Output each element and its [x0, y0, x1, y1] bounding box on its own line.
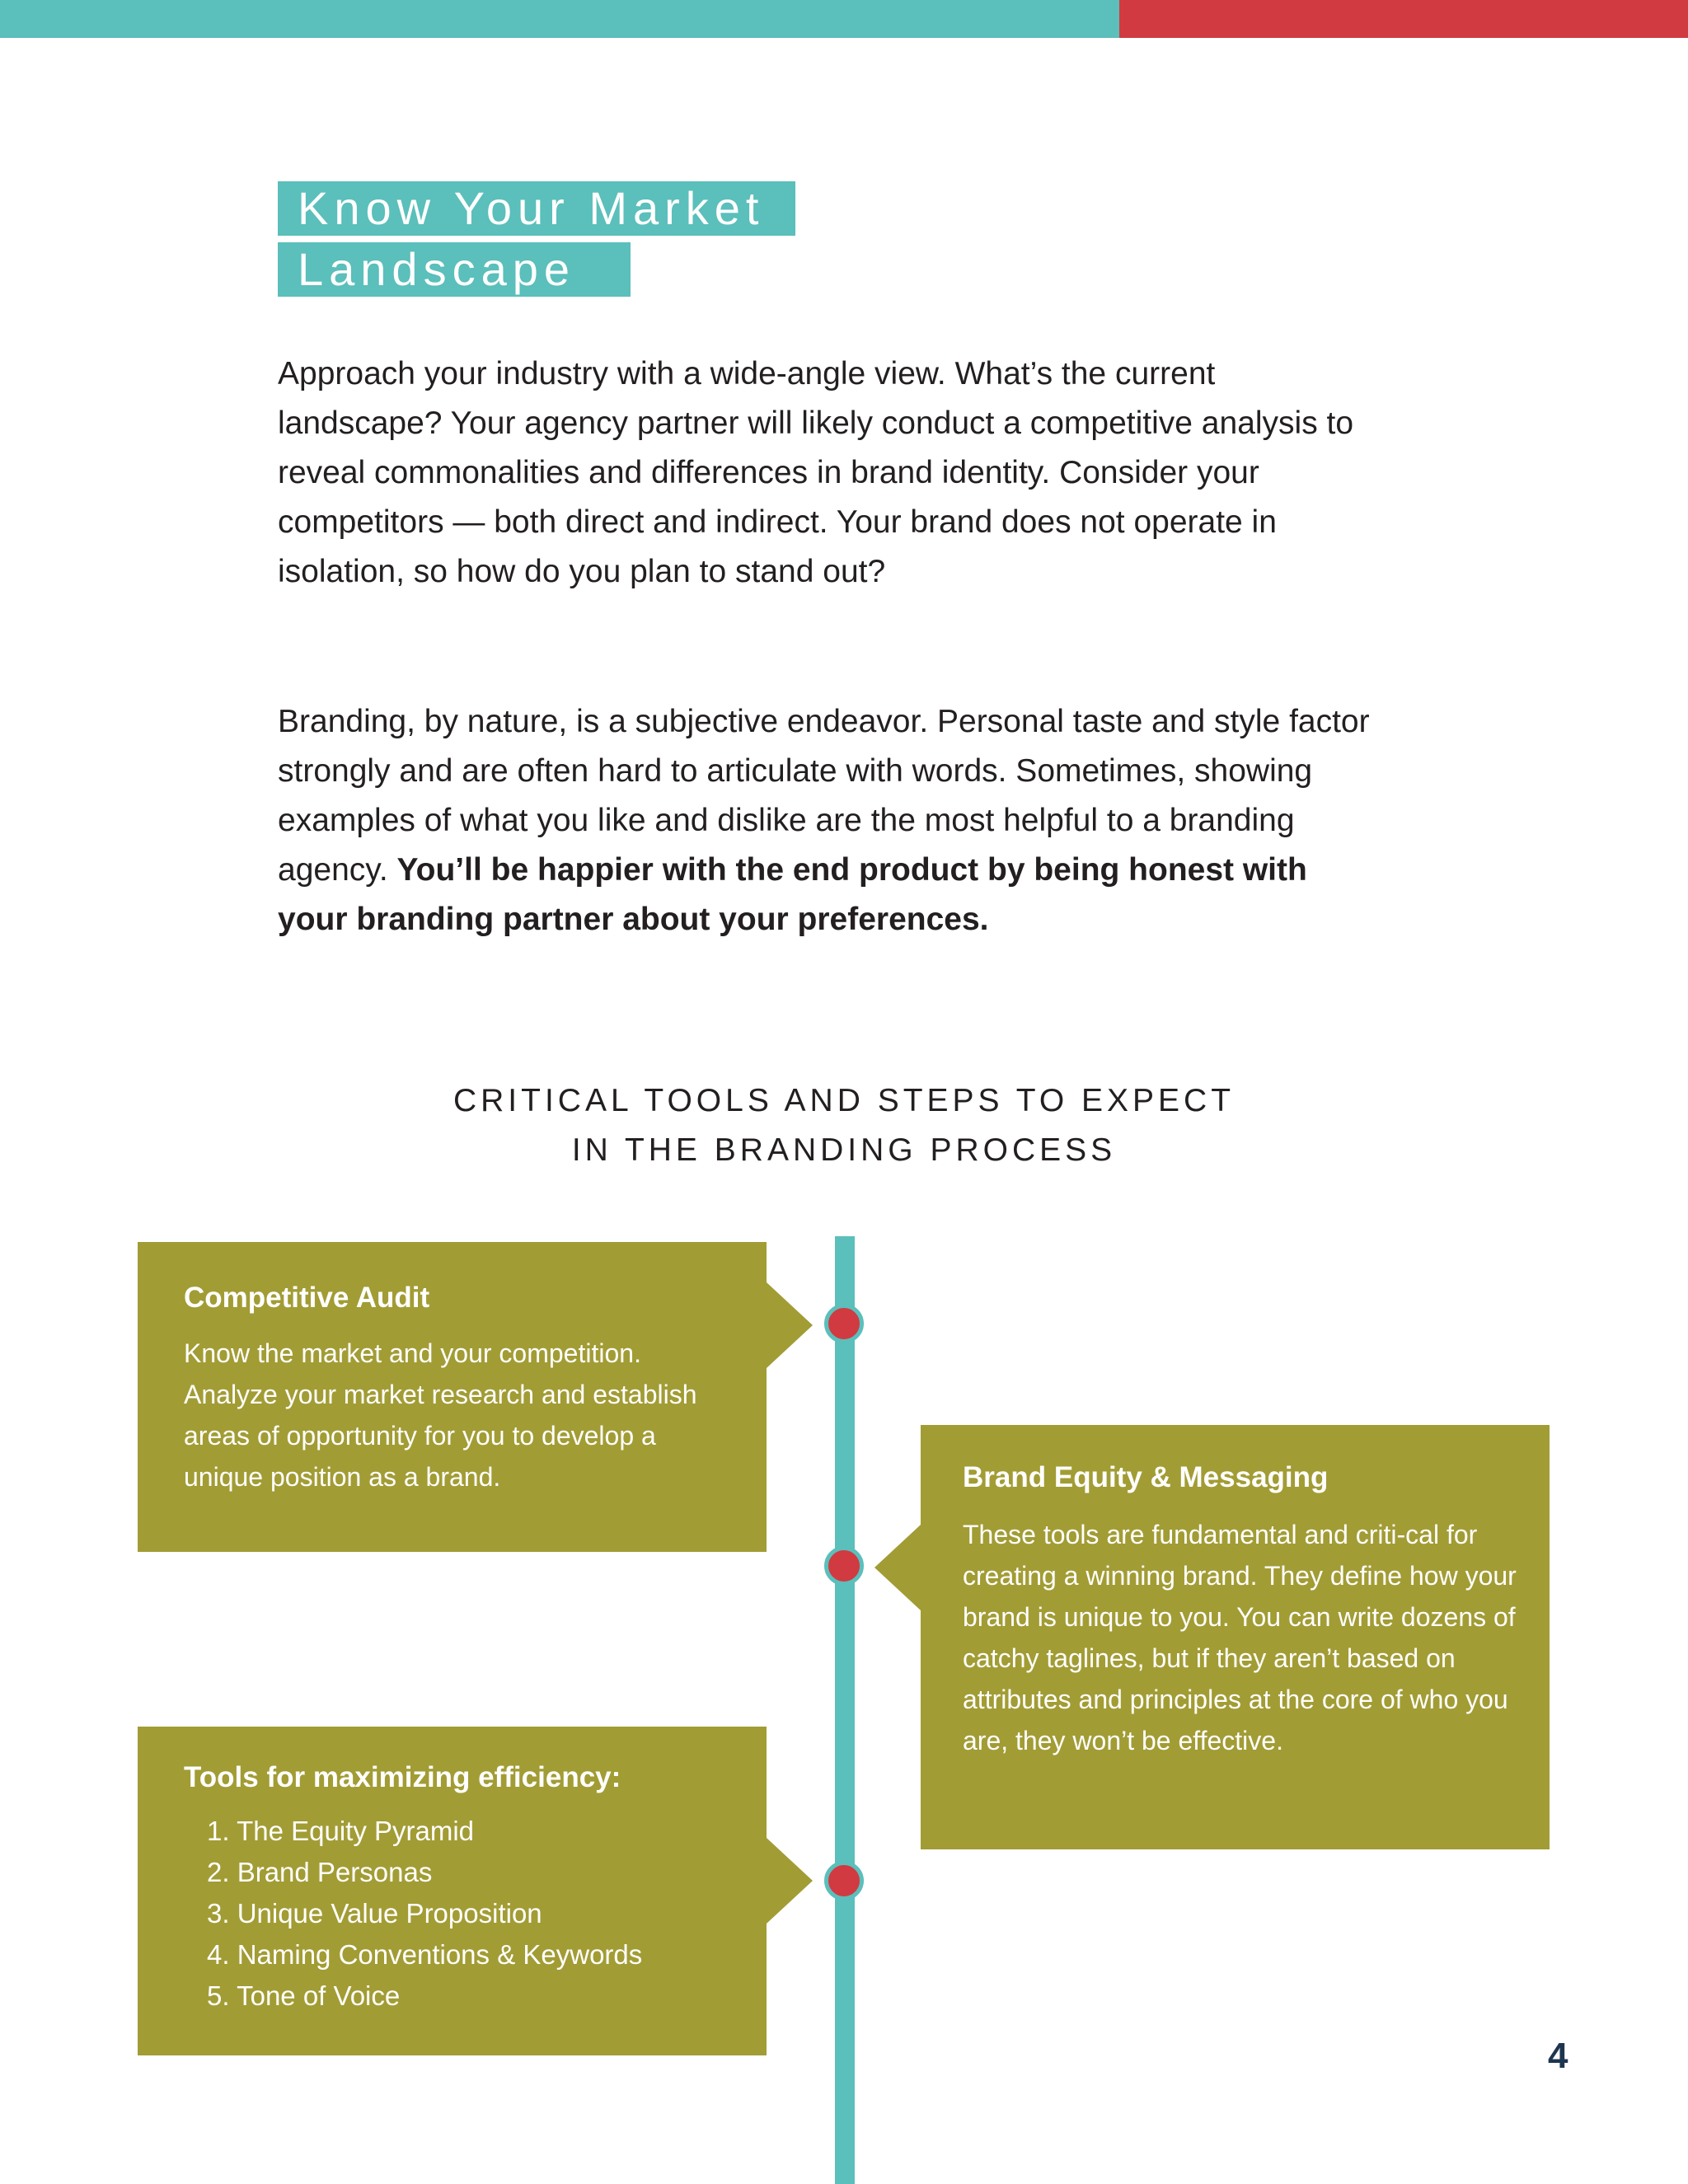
competitive-audit-text: Know the market and your competition. Analyze your market research and establish areas of opportunity for you to develop a unique position as a brand.	[184, 1338, 697, 1492]
list-item: 3. Unique Value Proposition	[207, 1898, 542, 1929]
competitive-audit-pointer	[767, 1282, 813, 1368]
timeline-heading	[0, 1076, 1688, 1175]
intro-paragraph: Approach your industry with a wide-angle view. What’s the current landscape? Your agency partner will likely conduct a competitive analysis to reveal commonalities and differences in brand identity. Consider your competitors — both direct and indirect. Your brand does not operate in isolation, so how do you plan to stand out?	[278, 356, 1354, 589]
brand-equity-title: Brand Equity & Messaging	[963, 1461, 1329, 1493]
branding-paragraph	[278, 697, 1374, 944]
competitive-audit-card	[138, 1242, 767, 1552]
branding-paragraph-regular: Branding, by nature, is a subjective endeavor. Personal taste and style factor strongly and are often hard to articulate with words. Sometimes, showing examples of what you like and dislike are the most helpful to a branding agency.	[278, 704, 1370, 888]
timeline-line	[835, 1236, 855, 2184]
list-item: 4. Naming Conventions & Keywords	[207, 1939, 643, 1970]
list-item: 2. Brand Personas	[207, 1857, 433, 1887]
branding-paragraph-bold: You’ll be happier with the end product by being honest with your branding partner about your preferences.	[278, 852, 1307, 937]
tools-title: Tools for maximizing efficiency:	[184, 1761, 621, 1793]
top-bar-red	[1119, 0, 1688, 38]
timeline-heading-line-1: CRITICAL TOOLS AND STEPS TO EXPECT	[452, 1083, 1236, 1118]
list-item: 1. The Equity Pyramid	[207, 1816, 475, 1846]
competitive-audit-title: Competitive Audit	[184, 1282, 430, 1314]
list-item: 5. Tone of Voice	[207, 1980, 401, 2011]
brand-equity-text: These tools are fundamental and criti-cal for creating a winning brand. They define how your brand is unique to you. You can write dozens of catchy taglines, but if they aren’t based on attributes and principles at the core of who you are, they won’t be effective.	[963, 1520, 1517, 1755]
top-bar-teal	[0, 0, 1119, 38]
brand-equity-card	[921, 1425, 1550, 1849]
title-line-2: Landscape	[278, 242, 631, 297]
timeline-heading-line-2: IN THE BRANDING PROCESS	[571, 1132, 1117, 1168]
page-number: 4	[1548, 2036, 1568, 2076]
tools-card	[138, 1727, 767, 2055]
title-line-1: Know Your Market	[278, 181, 795, 236]
timeline-dot-1	[824, 1304, 864, 1343]
tools-list	[184, 1811, 742, 2017]
brand-equity-pointer	[874, 1525, 921, 1610]
section-title	[278, 181, 795, 297]
timeline-dot-3	[824, 1861, 864, 1900]
tools-pointer	[767, 1838, 813, 1924]
timeline-dot-2	[824, 1546, 864, 1586]
